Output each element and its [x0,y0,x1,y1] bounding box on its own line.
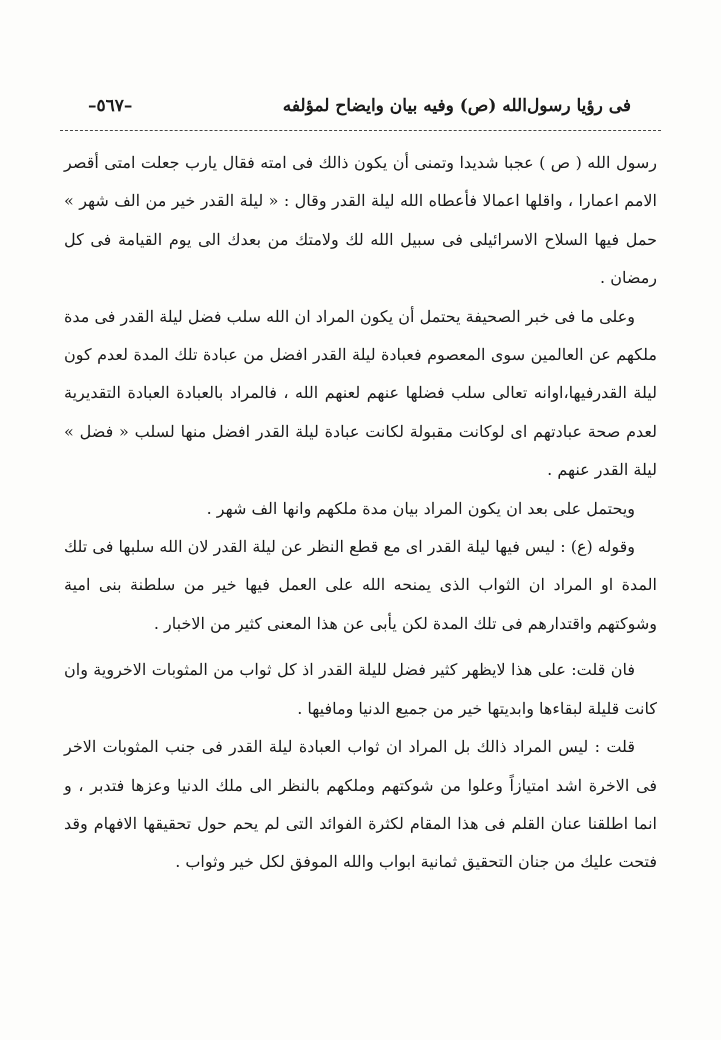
paragraph: رسول الله ( ص ) عجبا شديدا وتمنى أن يكون ذالك فى امته فقال يارب جعلت امتى أقصر الامم اعمارا ، واقلها اعمالا فأعطاه الله ليلة القدر وقال : « ليلة القدر خير من الف شهر » حمل فيها السلاح الاسرائيلى فى سبيل الله لك ولامتك من بعدك الى يوم القيامة فى كل رمضان . [64,153,657,288]
page-header [88,92,631,124]
paragraph: قلت : ليس المراد ذالك بل المراد ان ثواب العبادة ليلة القدر فى جنب المثوبات الاخر فى الاخرة اشد امتيازاً وعلوا من شوكتهم وملكهم بالنظر الى ملك الدنيا وعزها فتدبر ، و انما اطلقنا عنان القلم فى هذا المقام لكثرة الفوائد التى لم يحم حول تحقيقها الافهام وقد فتحت عليك من جنان التحقيق ثمانية ابواب والله الموفق لكل خير وثواب . [64,737,657,872]
body-text [64,144,657,882]
paragraph: وقوله (ع) : ليس فيها ليلة القدر اى مع قطع النظر عن ليلة القدر لان الله سلبها فى تلك المدة او المراد ان الثواب الذى يمنحه الله على العمل فيها خير من سلطنة بنى امية وشوكتهم واقتدارهم فى تلك المدة لكن يأبى عن هذا المعنى كثير من الاخبار . [64,537,657,633]
paragraph: وعلى ما فى خبر الصحيفة يحتمل أن يكون المراد ان الله سلب فضل ليلة القدر فى مدة ملكهم عن العالمين سوى المعصوم فعبادة ليلة القدر افضل من عبادة تلك المدة لعدم كون ليلة القدرفيها،اوانه تعالى سلب فضلها عنهم لعنهم الله ، فالمراد بالعبادة العبادة التقديرية لعدم صحة عبادتهم اى لوكانت مقبولة لكانت عبادة ليلة القدر افضل منها لسلب « فضل » ليلة القدر عنهم . [64,306,657,480]
running-title: فى رؤيا رسول‌الله (ص) وفيه بيان وايضاح لمؤلفه [282,96,631,116]
page-number: –٥٦٧– [88,96,133,116]
header-divider [60,130,661,131]
paragraph: فان قلت: على هذا لايظهر كثير فضل لليلة القدر اذ كل ثواب من المثوبات الاخروية وان كانت قليلة لبقاءها وابديتها خير من جميع الدنيا ومافيها . [64,660,657,718]
paragraph: ويحتمل على بعد ان يكون المراد بيان مدة ملكهم وانها الف شهر . [206,498,635,518]
